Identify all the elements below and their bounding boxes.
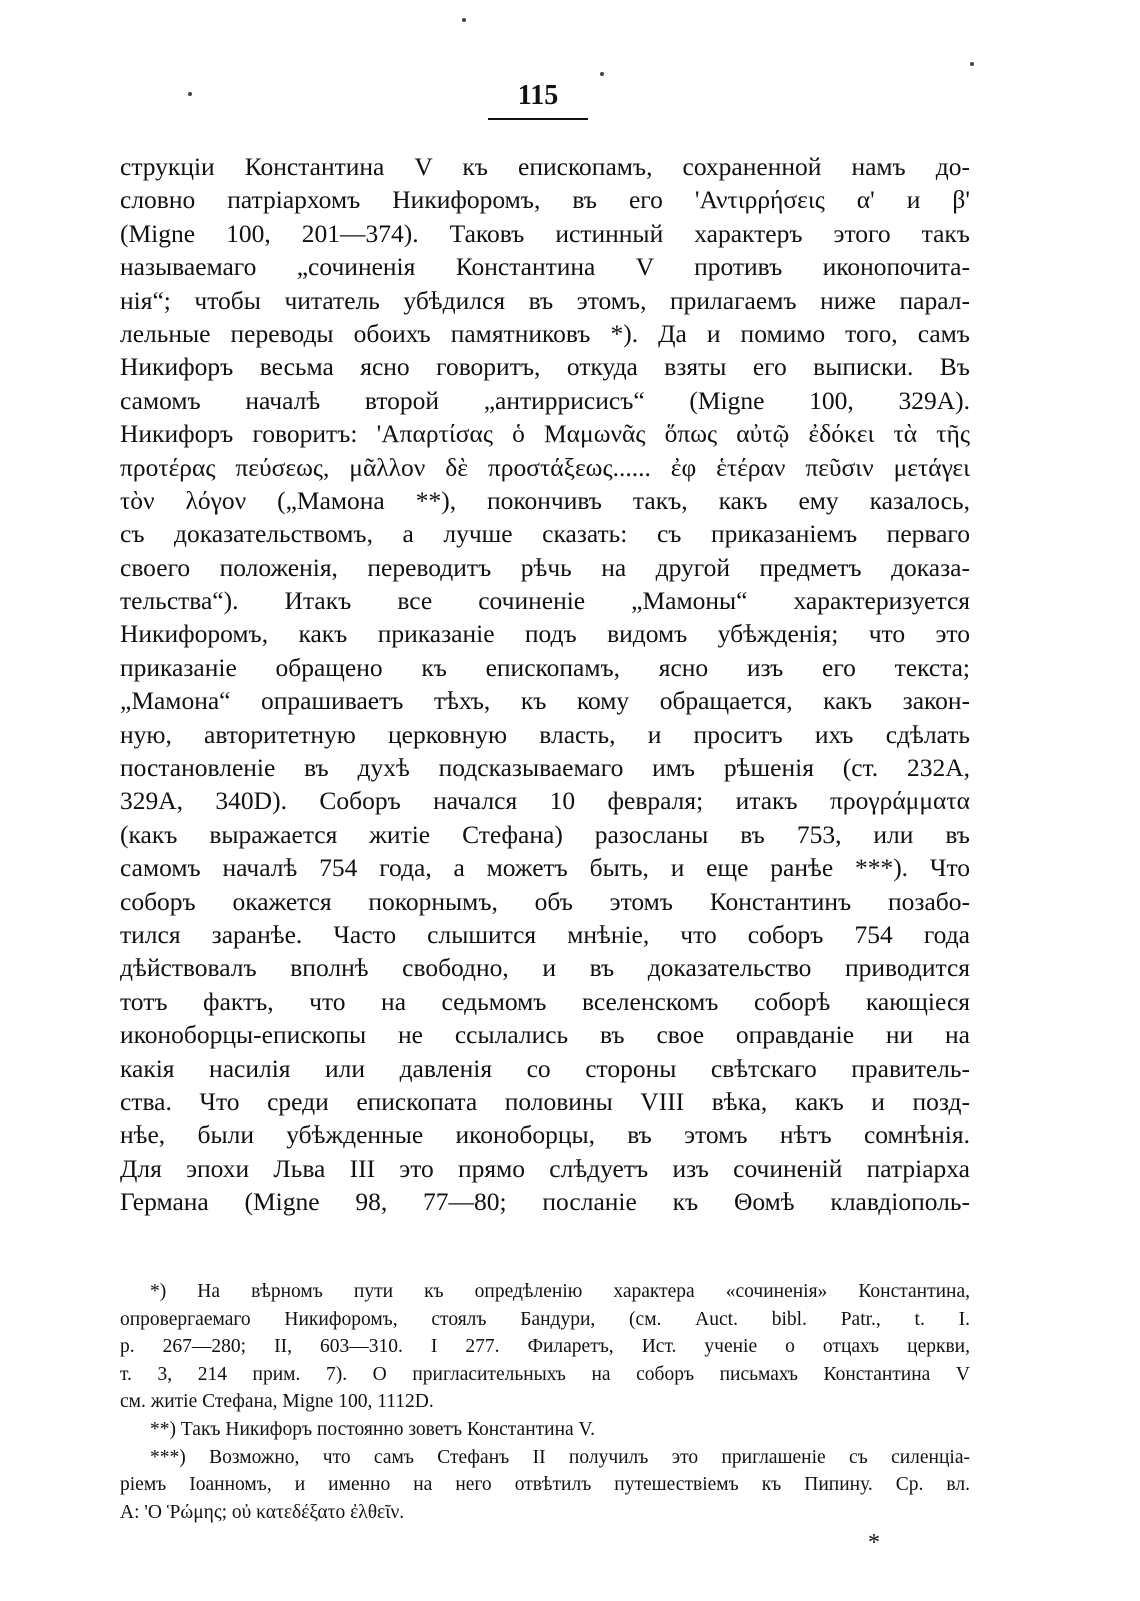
footnote-line: ***) Возможно, что самъ Стефанъ II получилъ это приглашеніе съ силенціа-	[150, 1446, 970, 1468]
body-line: нія“; чтобы читатель убѣдился въ этомъ, прилагаемъ ниже парал-	[120, 285, 970, 315]
footnote-line: *) На вѣрномъ пути къ опредѣленію характера «сочиненія» Константина,	[150, 1281, 970, 1302]
body-line: своего положенія, переводитъ рѣчь на другой предметъ доказа-	[120, 552, 970, 582]
body-line: προτέρας πεύσεως, μᾶλλον δὲ προστάξεως...... ἐφ ἑτέραν πεῦσιν μετάγει	[120, 452, 970, 482]
body-line: ства. Что среди епископата половины VIII вѣка, какъ и позд-	[120, 1086, 970, 1116]
body-line: Для эпохи Льва III это прямо слѣдуетъ изъ сочиненій патріарха	[120, 1153, 970, 1183]
body-line: τὸν λόγον („Мамона **), покончивъ такъ, какъ ему казалось,	[120, 485, 970, 515]
body-line: Никифоръ весьма ясно говоритъ, откуда взяты его выписки. Въ	[120, 352, 970, 382]
body-line: соборъ окажется покорнымъ, объ этомъ Константинъ позабо-	[120, 886, 970, 916]
body-line: (Migne 100, 201—374). Таковъ истинный характеръ этого такъ	[120, 218, 970, 248]
body-line: струкціи Константина V къ епископамъ, сохраненной намъ до-	[120, 152, 970, 181]
print-speck	[600, 72, 604, 76]
body-line: дѣйствовалъ вполнѣ свободно, и въ доказательство приводится	[120, 953, 970, 983]
footnote-line: **) Такъ Никифоръ постоянно зоветъ Константина V.	[150, 1418, 595, 1440]
page-number: 115	[517, 80, 559, 111]
body-line: съ доказательствомъ, а лучше сказать: съ приказаніемъ перваго	[120, 519, 970, 549]
footnote-line: опровергаемаго Никифоромъ, стоялъ Бандури, (см. Auct. bibl. Patr., t. I.	[120, 1308, 970, 1330]
body-line: лельные переводы обоихъ памятниковъ *). Да и помимо того, самъ	[120, 318, 970, 348]
body-text	[120, 150, 970, 1219]
page-number-rule	[488, 118, 588, 120]
body-line: приказаніе обращено къ епископамъ, ясно изъ его текста;	[120, 652, 970, 682]
footnote-line: p. 267—280; II, 603—310. I 277. Филаретъ, Ист. ученіе о отцахъ церкви,	[120, 1336, 970, 1358]
body-line: тотъ фактъ, что на седьмомъ вселенскомъ соборѣ кающіеся	[120, 986, 970, 1016]
body-line: нѣе, были убѣжденные иконоборцы, въ этомъ нѣтъ сомнѣнія.	[120, 1120, 970, 1150]
body-line: тельства“). Итакъ все сочиненіе „Мамоны“ характеризуется	[120, 586, 970, 616]
signature-mark: *	[868, 1530, 880, 1556]
body-line: Никифоромъ, какъ приказаніе подъ видомъ убѣжденія; что это	[120, 619, 970, 649]
body-line: ную, авторитетную церковную власть, и проситъ ихъ сдѣлать	[120, 719, 970, 749]
body-line: самомъ началѣ второй „антиррисисъ“ (Migne 100, 329A).	[120, 385, 970, 415]
body-line: Никифоръ говоритъ: 'Απαρτίσας ὁ Μαμωνᾶς ὅπως αὐτῷ ἐδόκει τὰ τῆς	[120, 419, 970, 449]
footnotes	[120, 1278, 970, 1526]
body-line: (какъ выражается житіе Стефана) разосланы въ 753, или въ	[120, 819, 970, 849]
body-line: иконоборцы-епископы не ссылались въ свое оправданіе ни на	[120, 1020, 970, 1050]
body-line: 329A, 340D). Соборъ начался 10 февраля; итакъ προγράμματα	[120, 786, 970, 816]
body-line: постановленіе въ духѣ подсказываемаго имъ рѣшенія (ст. 232A,	[120, 753, 970, 783]
body-line: самомъ началѣ 754 года, а можетъ быть, и еще ранѣе ***). Что	[120, 853, 970, 883]
print-speck	[462, 18, 466, 22]
footnote-line: т. 3, 214 прим. 7). О пригласительныхъ на соборъ письмахъ Константина V	[120, 1363, 970, 1385]
body-line: „Мамона“ опрашиваетъ тѣхъ, къ кому обращается, какъ закон-	[120, 686, 970, 716]
body-line: какія насилія или давленія со стороны свѣтскаго правитель-	[120, 1053, 970, 1083]
body-line: называемаго „сочиненія Константина V противъ иконопочита-	[120, 252, 970, 282]
footnote-line: ріемъ Іоанномъ, и именно на него отвѣтилъ путешествіемъ къ Пипину. Ср. вл.	[120, 1474, 970, 1496]
footnote-line: см. житіе Стефана, Migne 100, 1112D.	[120, 1391, 434, 1413]
body-line: тился заранѣе. Часто слышится мнѣніе, что соборъ 754 года	[120, 919, 970, 949]
print-speck	[970, 62, 974, 66]
footnote-line: A: 'Ο Ῥώμης; οὐ κατεδέξατο ἐλθεῖν.	[120, 1501, 405, 1523]
body-line: словно патріархомъ Никифоромъ, въ его 'Αντιρρήσεις α' и β'	[120, 185, 970, 215]
body-line: Германа (Migne 98, 77—80; посланіе къ Θомѣ клавдіополь-	[120, 1187, 970, 1217]
print-speck	[188, 92, 192, 96]
